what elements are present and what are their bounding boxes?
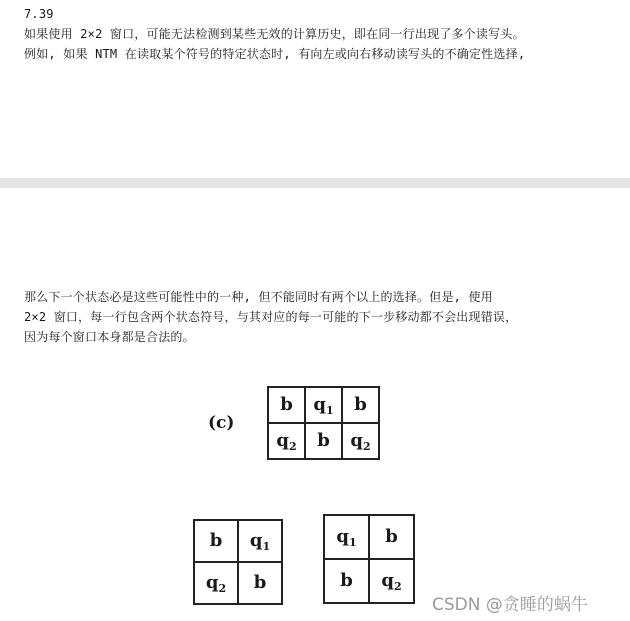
grid-cell: $q_2$ xyxy=(342,423,379,459)
grid-cell: $q_1$ xyxy=(238,520,282,562)
text-line: 例如, 如果 NTM 在读取某个符号的特定状态时, 有向左或向右移动读写头的不确定性选择, xyxy=(24,47,526,61)
grid-cell: b xyxy=(324,559,369,603)
window-grid-c xyxy=(267,386,380,460)
grid-cell: $q_1$ xyxy=(324,515,369,559)
grid-cell: b xyxy=(342,387,379,423)
grid-cell: b xyxy=(268,387,305,423)
text-line: 那么下一个状态必是这些可能性中的一种, 但不能同时有两个以上的选择。但是, 使用 xyxy=(24,290,493,304)
figure-label: (c) xyxy=(208,413,235,433)
grid-cell: b xyxy=(369,515,414,559)
grid-cell: b xyxy=(238,562,282,604)
problem-number: 7.39 xyxy=(24,7,54,21)
section-divider xyxy=(0,178,630,188)
csdn-watermark: CSDN @贪睡的蜗牛 xyxy=(432,595,588,615)
grid-cell: b xyxy=(194,520,238,562)
window-grid-left xyxy=(193,519,283,605)
grid-cell: $q_2$ xyxy=(369,559,414,603)
grid-cell: $q_1$ xyxy=(305,387,342,423)
text-line: 如果使用 2×2 窗口，可能无法检测到某些无效的计算历史，即在同一行出现了多个读写头。 xyxy=(24,27,525,41)
window-grid-right xyxy=(323,514,415,604)
middle-paragraph xyxy=(24,287,517,347)
text-line: 因为每个窗口本身都是合法的。 xyxy=(24,330,195,344)
top-paragraph xyxy=(24,4,525,64)
grid-cell: $q_2$ xyxy=(194,562,238,604)
grid-cell: b xyxy=(305,423,342,459)
text-line: 2×2 窗口，每一行包含两个状态符号，与其对应的每一可能的下一步移动都不会出现错误， xyxy=(24,310,518,324)
grid-cell: $q_2$ xyxy=(268,423,305,459)
